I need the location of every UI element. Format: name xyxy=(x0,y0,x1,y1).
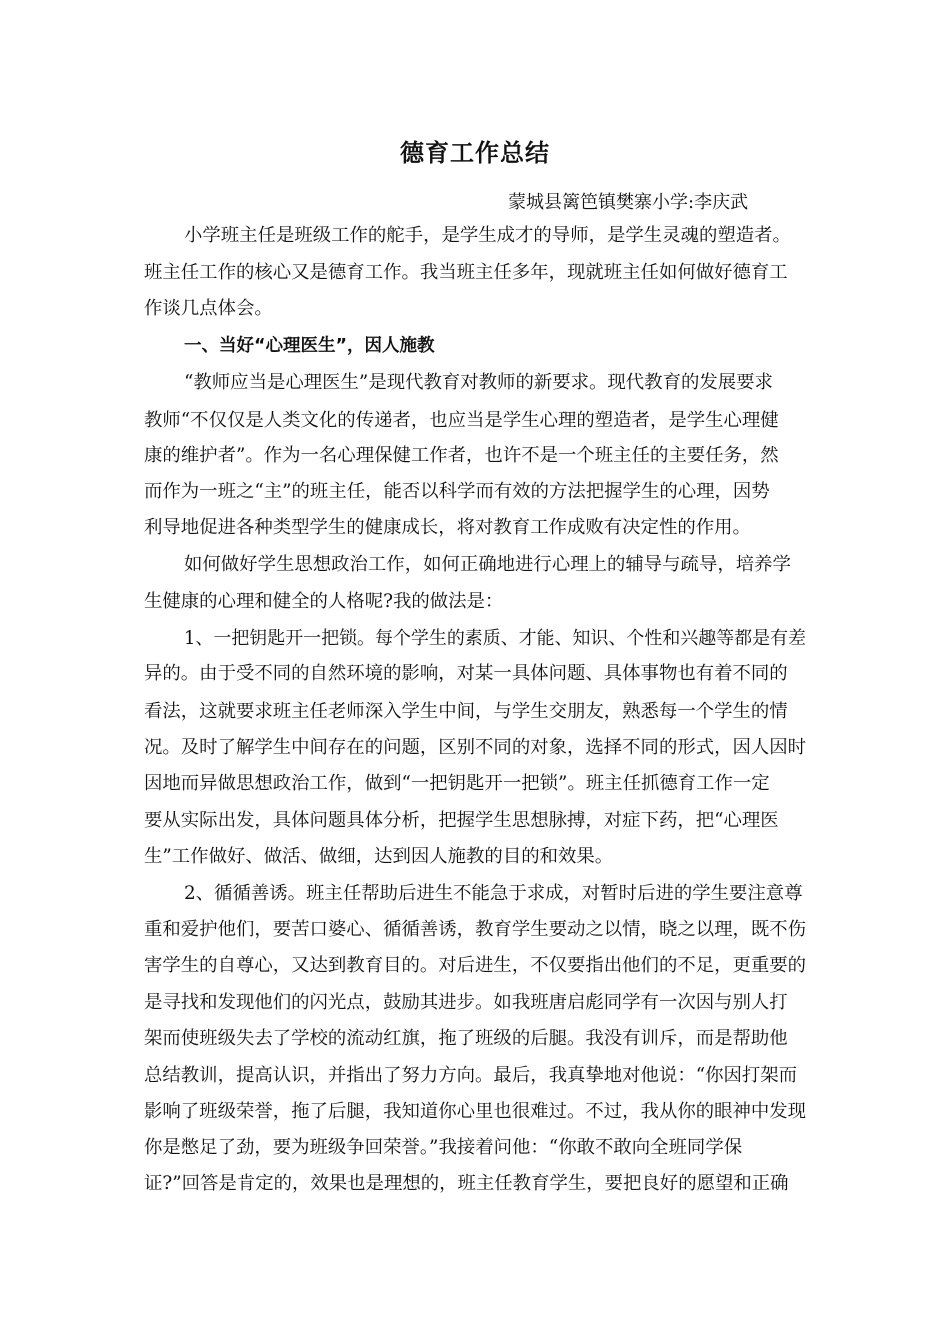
paragraph-line: 影响了班级荣誉，拖了后腿，我知道你心里也很难过。不过，我从你的眼神中发现 xyxy=(144,1101,807,1122)
paragraph-line: 况。及时了解学生中间存在的问题，区别不同的对象，选择不同的形式，因人因时 xyxy=(144,737,807,758)
paragraph-line: 是寻找和发现他们的闪光点，鼓励其进步。如我班唐启彪同学有一次因与别人打 xyxy=(144,992,788,1013)
paragraph-line: 教师“不仅仅是人类文化的传递者，也应当是学生心理的塑造者，是学生心理健 xyxy=(144,410,779,431)
document-author: 蒙城县篱笆镇樊寨小学:李庆武 xyxy=(508,192,749,213)
paragraph-line: 因地而异做思想政治工作，做到“一把钥匙开一把锁”。班主任抓德育工作一定 xyxy=(144,773,770,794)
paragraph-line: 作谈几点体会。 xyxy=(144,298,273,319)
paragraph-line: 而作为一班之“主”的班主任，能否以科学而有效的方法把握学生的心理，因势 xyxy=(144,481,770,502)
paragraph-line: 看法，这就要求班主任老师深入学生中间，与学生交朋友，熟悉每一个学生的情 xyxy=(144,701,788,722)
paragraph-line: 你是憋足了劲，要为班级争回荣誉。”我接着问他：“你敢不敢向全班同学保 xyxy=(144,1137,743,1158)
paragraph-line: 班主任工作的核心又是德育工作。我当班主任多年，现就班主任如何做好德育工 xyxy=(144,262,788,283)
paragraph-line: 异的。由于受不同的自然环境的影响，对某一具体问题、具体事物也有着不同的 xyxy=(144,663,788,684)
paragraph-line: 架而使班级失去了学校的流动红旗，拖了班级的后腿。我没有训斥，而是帮助他 xyxy=(144,1028,788,1049)
paragraph-line: 证?”回答是肯定的，效果也是理想的，班主任教育学生，要把良好的愿望和正确 xyxy=(144,1173,789,1194)
paragraph-line: 害学生的自尊心，又达到教育目的。对后进生，不仅要指出他们的不足，更重要的 xyxy=(144,955,807,976)
paragraph-line: 如何做好学生思想政治工作，如何正确地进行心理上的辅导与疏导，培养学 xyxy=(184,554,791,575)
paragraph-line: 1、一把钥匙开一把锁。每个学生的素质、才能、知识、个性和兴趣等都是有差 xyxy=(184,628,807,649)
paragraph-line: 2、循循善诱。班主任帮助后进生不能急于求成，对暂时后进的学生要注意尊 xyxy=(184,883,803,904)
paragraph-line: 总结教训，提高认识，并指出了努力方向。最后，我真挚地对他说：“你因打架而 xyxy=(144,1065,798,1086)
paragraph-line: 生健康的心理和健全的人格呢?我的做法是： xyxy=(144,591,504,612)
section-heading: 一、当好“心理医生”，因人施教 xyxy=(184,336,435,356)
paragraph-line: 康的维护者”。作为一名心理保健工作者，也许不是一个班主任的主要任务，然 xyxy=(144,445,779,466)
paragraph-line: 利导地促进各种类型学生的健康成长，将对教育工作成败有决定性的作用。 xyxy=(144,517,751,538)
paragraph-line: 要从实际出发，具体问题具体分析，把握学生思想脉搏，对症下药，把“心理医 xyxy=(144,810,779,831)
paragraph-line: “教师应当是心理医生”是现代教育对教师的新要求。现代教育的发展要求 xyxy=(184,372,773,393)
paragraph-line: 重和爱护他们，要苦口婆心、循循善诱，教育学生要动之以情，晓之以理，既不伤 xyxy=(144,919,807,940)
paragraph-line: 小学班主任是班级工作的舵手，是学生成才的导师，是学生灵魂的塑造者。 xyxy=(184,225,791,246)
paragraph-line: 生”工作做好、做活、做细，达到因人施教的目的和效果。 xyxy=(144,846,614,867)
document-title: 德育工作总结 xyxy=(400,139,550,167)
